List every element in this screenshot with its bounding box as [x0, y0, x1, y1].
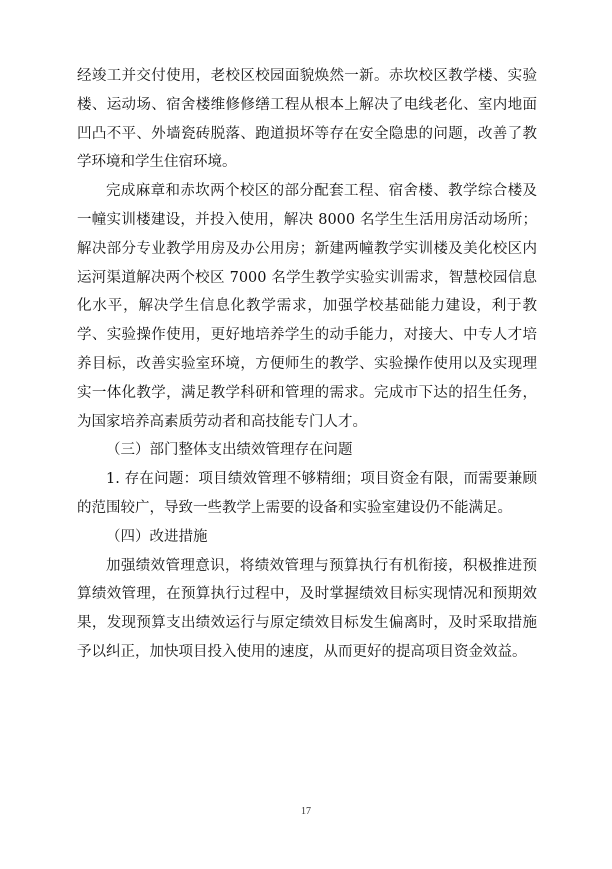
section-3-item-1: 1. 存在问题：项目绩效管理不够精细；项目资金有限，而需要兼顾的范围较广，导致一些教学上需要的设备和实验室建设仍不能满足。 [77, 471, 537, 516]
section-3-heading: （三）部门整体支出绩效管理存在问题 [106, 442, 353, 459]
page-number: 17 [301, 806, 311, 817]
section-4-text: 加强绩效管理意识，将绩效管理与预算执行有机衔接，积极推进预算绩效管理，在预算执行过程中，及时掌握绩效目标实现情况和预期效果，发现预算支出绩效运行与原定绩效目标发生偏离时，及时采取措施予以纠正，加快项目投入使用的速度，从而更好的提高项目资金效益。 [77, 557, 537, 660]
page-body [77, 62, 537, 667]
section-4-heading: （四）改进措施 [106, 528, 208, 545]
paragraph-continued: 经竣工并交付使用，老校区校园面貌焕然一新。赤坎校区教学楼、实验楼、运动场、宿舍楼维修修缮工程从根本上解决了电线老化、室内地面凹凸不平、外墙瓷砖脱落、跑道损坏等存在安全隐患的问题，改善了教学环境和学生住宿环境。 [77, 68, 537, 171]
paragraph-achievements: 完成麻章和赤坎两个校区的部分配套工程、宿舍楼、教学综合楼及一幢实训楼建设，并投入使用，解决 8000 名学生生活用房活动场所；解决部分专业教学用房及办公用房；新建两幢教学实训楼及美化校区内运河渠道解决两个校区 7000 名学生教学实验实训需求，智慧校园信息化水平，解决学生信息化教学需求，加强学校基础能力建设，利于教学、实验操作使用，更好地培养学生的动手能力，对接大、中专人才培养目标，改善实验室环境，方便师生的教学、实验操作使用以及实现理实一体化教学，满足教学科研和管理的需求。完成市下达的招生任务，为国家培养高素质劳动者和高技能专门人才。 [77, 183, 537, 430]
